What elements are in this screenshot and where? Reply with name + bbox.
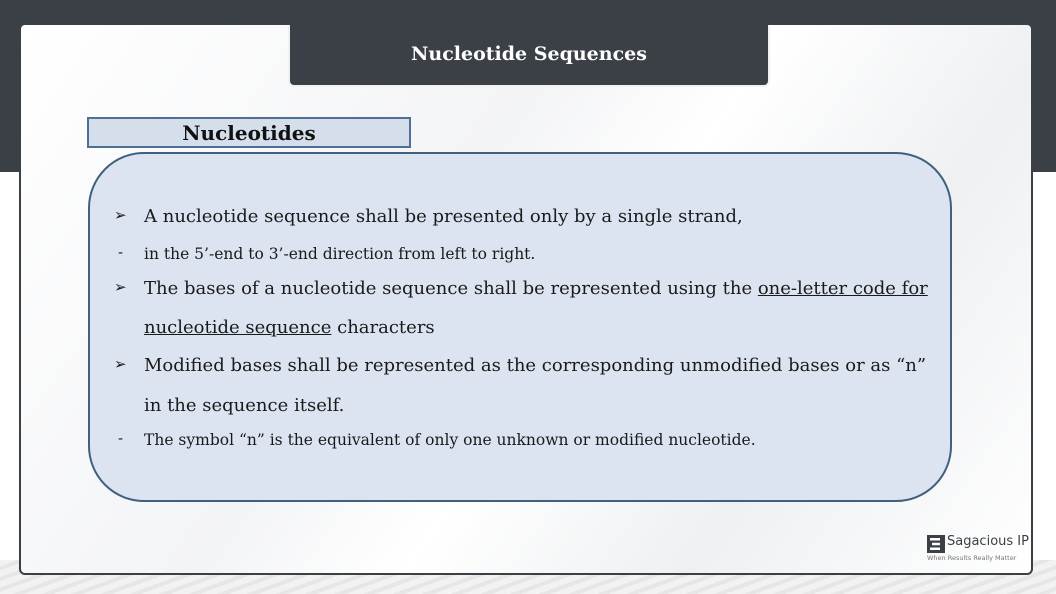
bullet-1 <box>114 206 743 227</box>
bullet-text: characters <box>331 317 435 338</box>
arrow-bullet-icon: ➢ <box>114 278 127 296</box>
arrow-bullet-icon: ➢ <box>114 206 127 224</box>
bullet-2-continuation <box>144 317 435 338</box>
bullet-2 <box>114 278 928 299</box>
bullet-3-continuation <box>144 395 344 416</box>
sagacious-logo <box>927 533 1031 563</box>
dash-bullet-icon: - <box>118 245 124 261</box>
logo-name: Sagacious IP <box>947 534 1029 549</box>
slide-frame <box>19 23 1033 575</box>
sub-bullet-text: The symbol “n” is the equivalent of only one unknown or modified nucleotide. <box>144 431 756 449</box>
slide-title: Nucleotide Sequences <box>411 43 647 65</box>
section-label: Nucleotides <box>87 117 411 148</box>
arrow-bullet-icon: ➢ <box>114 355 127 373</box>
dash-bullet-icon: - <box>118 431 124 447</box>
logo-tagline: When Results Really Matter <box>927 554 1017 562</box>
sagacious-logo-icon <box>927 535 945 553</box>
nucleotide-sequence-link[interactable]: nucleotide sequence <box>144 317 332 338</box>
bullet-text: A nucleotide sequence shall be presented only by a single strand, <box>144 206 743 227</box>
title-tab <box>288 23 770 87</box>
bullet-text: in the sequence itself. <box>144 395 345 416</box>
bullet-3 <box>114 355 927 376</box>
bullet-text: The bases of a nucleotide sequence shall be represented using the <box>144 278 758 299</box>
content-box <box>88 152 952 502</box>
sub-bullet-text: in the 5’-end to 3’-end direction from left to right. <box>144 245 536 263</box>
bullet-text: Modified bases shall be represented as the corresponding unmodified bases or as “n” <box>144 355 927 376</box>
sub-bullet-2 <box>118 431 756 449</box>
sub-bullet-1 <box>118 245 536 263</box>
one-letter-code-link[interactable]: one-letter code for <box>757 278 928 299</box>
